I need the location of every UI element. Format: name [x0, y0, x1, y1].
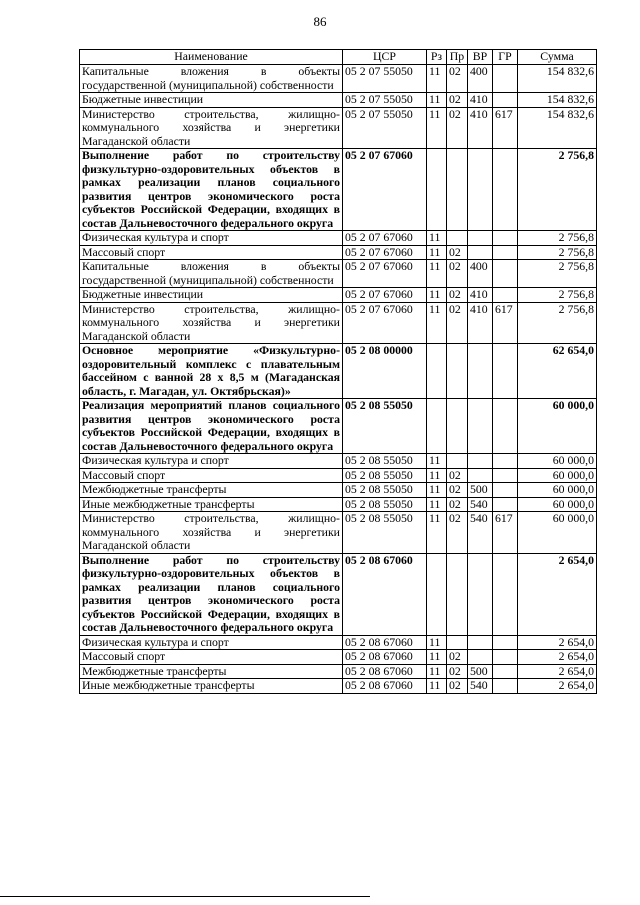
row-vr — [468, 399, 493, 454]
table-row — [80, 245, 597, 260]
row-pr — [447, 344, 468, 399]
row-vr — [468, 454, 493, 469]
row-csr: 05 2 07 67060 — [343, 231, 427, 246]
header-csr: ЦСР — [343, 50, 427, 65]
table-row — [80, 231, 597, 246]
row-gr — [493, 288, 518, 303]
footer-divider — [0, 896, 370, 897]
row-rz: 11 — [427, 512, 447, 554]
row-pr: 02 — [447, 512, 468, 554]
row-csr: 05 2 08 67060 — [343, 664, 427, 679]
table-row — [80, 399, 597, 454]
row-name: Основное мероприятие «Физкультурно-оздоровительный комплекс с плавательным бассейном с ванной 28 х 8,5 м (Магаданская область, г. Магадан, ул. Октябрьская)» — [80, 344, 343, 399]
row-pr: 02 — [447, 679, 468, 694]
row-gr — [493, 454, 518, 469]
row-sum: 60 000,0 — [518, 512, 597, 554]
row-csr: 05 2 07 67060 — [343, 245, 427, 260]
row-pr — [447, 635, 468, 650]
row-gr: 617 — [493, 302, 518, 344]
header-gr: ГР — [493, 50, 518, 65]
row-vr: 410 — [468, 288, 493, 303]
row-pr: 02 — [447, 302, 468, 344]
row-vr: 540 — [468, 679, 493, 694]
row-csr: 05 2 07 55050 — [343, 93, 427, 108]
row-name: Капитальные вложения в объекты государственной (муниципальной) собственности — [80, 260, 343, 288]
row-sum: 60 000,0 — [518, 468, 597, 483]
row-csr: 05 2 08 67060 — [343, 635, 427, 650]
row-name: Массовый спорт — [80, 468, 343, 483]
row-pr — [447, 149, 468, 231]
row-vr: 400 — [468, 260, 493, 288]
row-gr — [493, 553, 518, 635]
table-row — [80, 483, 597, 498]
row-sum: 154 832,6 — [518, 65, 597, 93]
row-vr: 400 — [468, 65, 493, 93]
row-gr: 617 — [493, 107, 518, 149]
row-rz — [427, 149, 447, 231]
row-gr — [493, 650, 518, 665]
row-rz: 11 — [427, 288, 447, 303]
row-csr: 05 2 08 55050 — [343, 454, 427, 469]
table-row — [80, 344, 597, 399]
row-name: Массовый спорт — [80, 245, 343, 260]
row-gr — [493, 468, 518, 483]
row-sum: 2 756,8 — [518, 149, 597, 231]
row-rz: 11 — [427, 664, 447, 679]
table-row — [80, 454, 597, 469]
row-csr: 05 2 07 55050 — [343, 65, 427, 93]
row-gr — [493, 344, 518, 399]
row-rz: 11 — [427, 302, 447, 344]
row-csr: 05 2 07 67060 — [343, 149, 427, 231]
row-gr — [493, 231, 518, 246]
row-vr — [468, 231, 493, 246]
row-pr: 02 — [447, 245, 468, 260]
row-rz: 11 — [427, 468, 447, 483]
header-name: Наименование — [80, 50, 343, 65]
row-vr — [468, 635, 493, 650]
row-pr — [447, 231, 468, 246]
table-row — [80, 512, 597, 554]
row-rz — [427, 553, 447, 635]
row-gr — [493, 93, 518, 108]
row-gr — [493, 679, 518, 694]
row-pr — [447, 454, 468, 469]
row-name: Министерство строительства, жилищно-коммунального хозяйства и энергетики Магаданской области — [80, 107, 343, 149]
row-rz: 11 — [427, 635, 447, 650]
row-sum: 2 654,0 — [518, 679, 597, 694]
table-row — [80, 149, 597, 231]
row-name: Иные межбюджетные трансферты — [80, 679, 343, 694]
row-name: Бюджетные инвестиции — [80, 288, 343, 303]
row-sum: 2 756,8 — [518, 245, 597, 260]
row-gr: 617 — [493, 512, 518, 554]
row-vr: 410 — [468, 107, 493, 149]
row-pr: 02 — [447, 664, 468, 679]
table-row — [80, 107, 597, 149]
row-sum: 2 654,0 — [518, 650, 597, 665]
row-gr — [493, 245, 518, 260]
table-row — [80, 65, 597, 93]
row-gr — [493, 399, 518, 454]
row-gr — [493, 260, 518, 288]
row-rz: 11 — [427, 93, 447, 108]
row-name: Массовый спорт — [80, 650, 343, 665]
row-pr: 02 — [447, 93, 468, 108]
page-number: 86 — [313, 14, 327, 29]
row-name: Физическая культура и спорт — [80, 454, 343, 469]
row-pr: 02 — [447, 497, 468, 512]
row-pr — [447, 553, 468, 635]
table-row — [80, 468, 597, 483]
row-gr — [493, 65, 518, 93]
row-vr: 500 — [468, 664, 493, 679]
row-pr: 02 — [447, 260, 468, 288]
table-row — [80, 664, 597, 679]
row-vr: 410 — [468, 93, 493, 108]
row-rz — [427, 399, 447, 454]
row-rz: 11 — [427, 260, 447, 288]
table-row — [80, 302, 597, 344]
row-rz: 11 — [427, 107, 447, 149]
row-csr: 05 2 08 55050 — [343, 483, 427, 498]
row-sum: 2 756,8 — [518, 302, 597, 344]
table-header — [80, 50, 597, 65]
table-row — [80, 635, 597, 650]
row-gr — [493, 497, 518, 512]
row-name: Физическая культура и спорт — [80, 635, 343, 650]
row-rz: 11 — [427, 65, 447, 93]
row-csr: 05 2 08 67060 — [343, 650, 427, 665]
row-rz: 11 — [427, 245, 447, 260]
header-rz: Рз — [427, 50, 447, 65]
row-rz: 11 — [427, 454, 447, 469]
row-name: Бюджетные инвестиции — [80, 93, 343, 108]
row-gr — [493, 664, 518, 679]
table-row — [80, 679, 597, 694]
row-pr: 02 — [447, 107, 468, 149]
row-sum: 60 000,0 — [518, 454, 597, 469]
header-pr: Пр — [447, 50, 468, 65]
row-name: Физическая культура и спорт — [80, 231, 343, 246]
row-sum: 2 756,8 — [518, 288, 597, 303]
row-csr: 05 2 07 67060 — [343, 302, 427, 344]
row-vr — [468, 344, 493, 399]
row-csr: 05 2 08 55050 — [343, 497, 427, 512]
row-rz — [427, 344, 447, 399]
table-body — [80, 65, 597, 694]
row-name: Министерство строительства, жилищно-коммунального хозяйства и энергетики Магаданской области — [80, 302, 343, 344]
row-csr: 05 2 07 67060 — [343, 260, 427, 288]
row-vr — [468, 650, 493, 665]
row-rz: 11 — [427, 231, 447, 246]
row-name: Капитальные вложения в объекты государственной (муниципальной) собственности — [80, 65, 343, 93]
row-name: Реализация мероприятий планов социального развития центров экономического роста субъектов Российской Федерации, входящих в состав Дальневосточного федерального округа — [80, 399, 343, 454]
row-vr — [468, 553, 493, 635]
row-sum: 2 654,0 — [518, 664, 597, 679]
row-sum: 60 000,0 — [518, 497, 597, 512]
row-gr — [493, 149, 518, 231]
row-csr: 05 2 08 55050 — [343, 468, 427, 483]
row-name: Министерство строительства, жилищно-коммунального хозяйства и энергетики Магаданской области — [80, 512, 343, 554]
row-csr: 05 2 08 55050 — [343, 399, 427, 454]
header-vr: ВР — [468, 50, 493, 65]
row-sum: 2 756,8 — [518, 260, 597, 288]
row-sum: 2 654,0 — [518, 553, 597, 635]
row-pr: 02 — [447, 483, 468, 498]
row-vr: 540 — [468, 497, 493, 512]
row-vr — [468, 468, 493, 483]
row-name: Межбюджетные трансферты — [80, 664, 343, 679]
row-rz: 11 — [427, 483, 447, 498]
row-sum: 60 000,0 — [518, 483, 597, 498]
row-vr — [468, 149, 493, 231]
row-csr: 05 2 07 55050 — [343, 107, 427, 149]
row-csr: 05 2 08 67060 — [343, 553, 427, 635]
row-rz: 11 — [427, 650, 447, 665]
row-sum: 2 756,8 — [518, 231, 597, 246]
row-vr: 540 — [468, 512, 493, 554]
row-csr: 05 2 08 00000 — [343, 344, 427, 399]
table-row — [80, 497, 597, 512]
row-name: Межбюджетные трансферты — [80, 483, 343, 498]
row-pr: 02 — [447, 650, 468, 665]
row-vr: 410 — [468, 302, 493, 344]
row-sum: 154 832,6 — [518, 107, 597, 149]
row-sum: 2 654,0 — [518, 635, 597, 650]
row-pr — [447, 399, 468, 454]
row-name: Выполнение работ по строительству физкультурно-оздоровительных объектов в рамках реализации планов социального развития центров экономического роста субъектов Российской Федерации, входящих в состав Дальневосточного федерального округа — [80, 553, 343, 635]
budget-table — [79, 49, 597, 694]
table-row — [80, 93, 597, 108]
row-gr — [493, 635, 518, 650]
header-sum: Сумма — [518, 50, 597, 65]
row-csr: 05 2 08 55050 — [343, 512, 427, 554]
row-vr: 500 — [468, 483, 493, 498]
row-csr: 05 2 08 67060 — [343, 679, 427, 694]
row-gr — [493, 483, 518, 498]
row-sum: 62 654,0 — [518, 344, 597, 399]
row-rz: 11 — [427, 679, 447, 694]
row-vr — [468, 245, 493, 260]
row-pr: 02 — [447, 65, 468, 93]
table-row — [80, 650, 597, 665]
row-sum: 60 000,0 — [518, 399, 597, 454]
row-pr: 02 — [447, 288, 468, 303]
table-row — [80, 553, 597, 635]
table-row — [80, 260, 597, 288]
row-name: Выполнение работ по строительству физкультурно-оздоровительных объектов в рамках реализации планов социального развития центров экономического роста субъектов Российской Федерации, входящих в состав Дальневосточного федерального округа — [80, 149, 343, 231]
row-csr: 05 2 07 67060 — [343, 288, 427, 303]
row-pr: 02 — [447, 468, 468, 483]
row-sum: 154 832,6 — [518, 93, 597, 108]
row-name: Иные межбюджетные трансферты — [80, 497, 343, 512]
table-row — [80, 288, 597, 303]
row-rz: 11 — [427, 497, 447, 512]
